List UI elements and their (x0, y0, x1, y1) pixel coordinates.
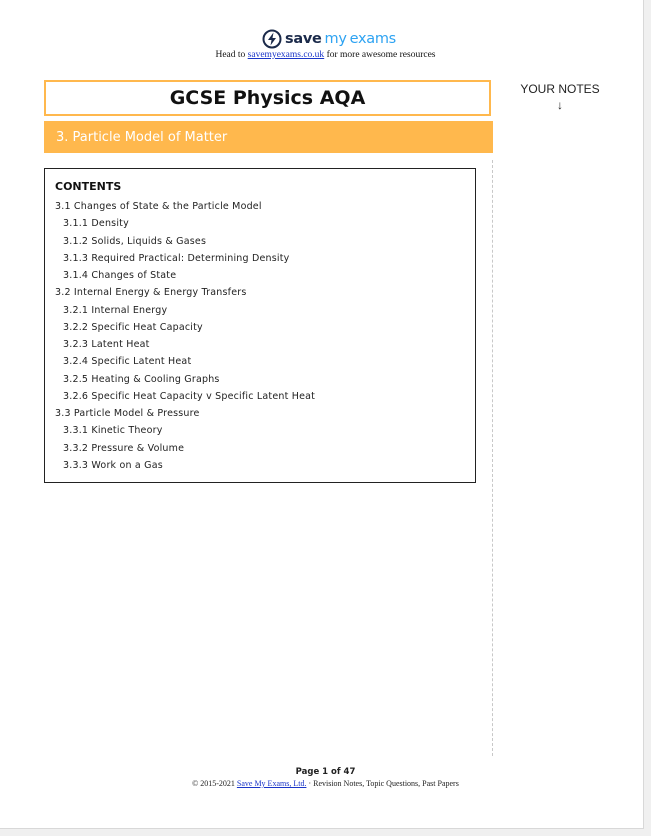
toc-item[interactable]: 3.2.4 Specific Latent Heat (63, 356, 192, 368)
contents-list (55, 198, 315, 474)
header-tagline (0, 50, 651, 60)
toc-item[interactable]: 3.1.3 Required Practical: Determining Density (63, 252, 290, 264)
topic-banner (44, 121, 493, 153)
header-site-link[interactable]: savemyexams.co.uk (247, 50, 325, 60)
logo-word-my: my (324, 31, 347, 47)
footer-company-link[interactable]: Save My Exams, Ltd. (236, 779, 307, 788)
toc-item[interactable]: 3.2.5 Heating & Cooling Graphs (63, 373, 220, 385)
toc-item[interactable]: 3.2.6 Specific Heat Capacity v Specific Latent Heat (63, 390, 316, 402)
toc-item[interactable]: 3.2 Internal Energy & Energy Transfers (55, 287, 247, 299)
your-notes-label: YOUR NOTES (520, 82, 600, 96)
footer-copyright (0, 779, 651, 788)
footer-copy-suffix: · Revision Notes, Topic Questions, Past Papers (306, 779, 459, 788)
page-number: Page 1 of 47 (295, 767, 356, 777)
logo-word-exams: exams (349, 31, 396, 47)
toc-item[interactable]: 3.2.3 Latent Heat (63, 339, 150, 350)
toc-item[interactable]: 3.2.2 Specific Heat Capacity (63, 321, 203, 333)
toc-item[interactable]: 3.1.2 Solids, Liquids & Gases (63, 235, 207, 247)
lightning-bolt-icon (262, 29, 282, 49)
topic-banner-title: 3. Particle Model of Matter (56, 129, 228, 145)
toc-item[interactable]: 3.3.3 Work on a Gas (63, 459, 163, 471)
page-title: GCSE Physics AQA (169, 87, 366, 109)
logo-word-save: save (285, 31, 322, 47)
toc-item[interactable]: 3.1.4 Changes of State (63, 270, 177, 281)
page-title-box (44, 80, 491, 116)
header-tagline-suffix: for more awesome resources (324, 50, 436, 60)
contents-title: CONTENTS (55, 180, 122, 193)
header-tagline-prefix: Head to (215, 50, 248, 60)
notes-column-divider (492, 160, 493, 756)
toc-item[interactable]: 3.1 Changes of State & the Particle Model (55, 201, 262, 212)
toc-item[interactable]: 3.3.2 Pressure & Volume (63, 442, 185, 454)
footer-copy-prefix: © 2015-2021 (192, 779, 237, 788)
toc-item[interactable]: 3.1.1 Density (63, 218, 129, 230)
save-my-exams-logo[interactable] (262, 29, 396, 49)
arrow-down-icon: ↓ (557, 98, 563, 112)
toc-item[interactable]: 3.3.1 Kinetic Theory (63, 425, 163, 437)
contents-box (44, 168, 476, 483)
your-notes-header (510, 82, 610, 112)
toc-item[interactable]: 3.2.1 Internal Energy (63, 304, 168, 316)
toc-item[interactable]: 3.3 Particle Model & Pressure (55, 408, 200, 419)
